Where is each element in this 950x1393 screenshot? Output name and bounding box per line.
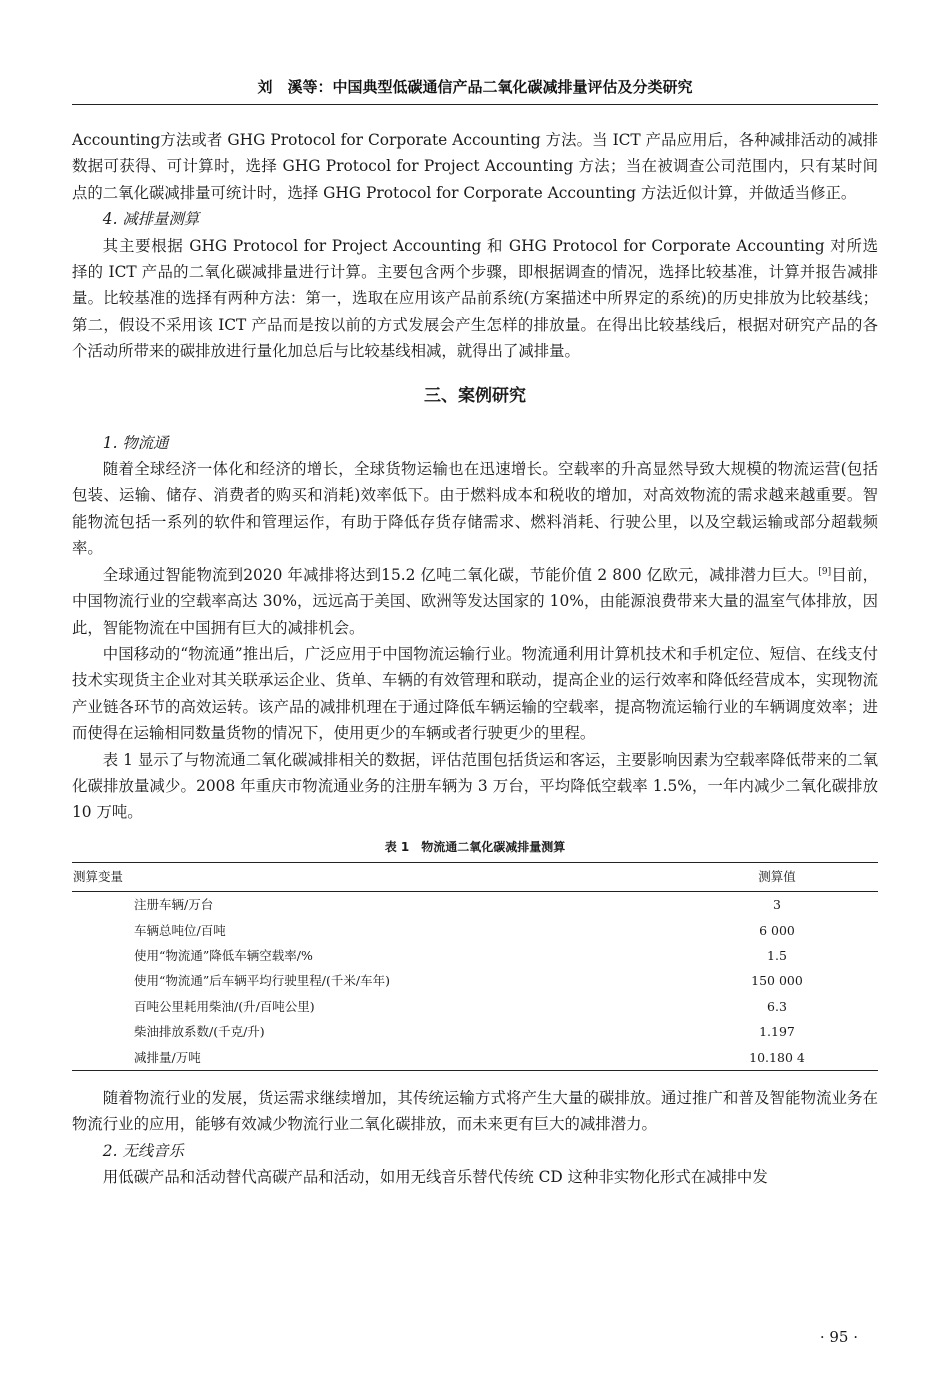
table-cell-value: 10.180 4: [676, 1045, 878, 1071]
table-cell-variable: 百吨公里耗用柴油/(升/百吨公里): [134, 998, 315, 1014]
table-header-row: [72, 862, 878, 891]
table-row: [72, 943, 878, 968]
paragraph: 随着物流行业的发展，货运需求继续增加，其传统运输方式将产生大量的碳排放。通过推广和普及智能物流业务在物流行业的应用，能够有效减少物流行业二氧化碳排放，而未来更有巨大的减排潜力。: [72, 1089, 878, 1134]
table-row: [72, 918, 878, 943]
citation-ref[interactable]: [9]: [818, 566, 832, 577]
table-row: [72, 994, 878, 1019]
paragraph: 表 1 显示了与物流通二氧化碳减排相关的数据，评估范围包括货运和客运，主要影响因素为空载率降低带来的二氧化碳排放量减少。2008 年重庆市物流通业务的注册车辆为 3 万台，平均降低空载率 1.5%，一年内减少二氧化碳排放 10 万吨。: [72, 750, 878, 822]
table-cell-variable: 使用“物流通”降低车辆空载率/%: [134, 947, 313, 963]
data-table: [72, 862, 878, 1071]
table-cell-value: 1.5: [767, 947, 787, 963]
table-cell-value: 150 000: [751, 973, 803, 989]
table-cell-variable: 使用“物流通”后车辆平均行驶里程/(千米/车年): [134, 973, 390, 989]
running-header: 刘 溪等：中国典型低碳通信产品二氧化碳减排量评估及分类研究: [257, 78, 693, 96]
case-heading-logistics: 1. 物流通: [102, 433, 169, 452]
paragraph: 中国移动的“物流通”推出后，广泛应用于中国物流运输行业。物流通利用计算机技术和手机定位、短信、在线支付技术实现货主企业对其关联承运企业、货单、车辆的有效管理和联动，提高企业的运行效率和降低经营成本，实现物流产业链各环节的高效运转。该产品的减排机理在于通过降低车辆运输的空载率，提高物流运输行业的车辆调度效率；进而使得在运输相同数量货物的情况下，使用更少的车辆或者行驶更少的里程。: [72, 644, 878, 743]
paragraph: 其主要根据 GHG Protocol for Project Accounting 和 GHG Protocol for Corporate Accounting 对所选择的 ICT 产品的二氧化碳减排量进行计算。主要包含两个步骤，即根据调查的情况，选择比较基准，计算并报告减排量。比较基准的选择有两种方法：第一，选取在应用该产品前系统(方案描述中所界定的系统)的历史排放为比较基线；第二，假设不采用该 ICT 产品而是按以前的方式发展会产生怎样的排放量。在得出比较基线后，根据对研究产品的各个活动所带来的碳排放进行量化加总后与比较基线相减，就得出了减排量。: [72, 236, 878, 361]
header-rule: [72, 104, 878, 105]
table-header-value: 测算值: [676, 862, 878, 891]
table-row: [72, 1045, 878, 1071]
table-header-variable: 测算变量: [72, 862, 676, 891]
table-cell-variable: 车辆总吨位/百吨: [134, 922, 226, 938]
table-cell-value: 3: [773, 897, 781, 913]
subsection-heading-4: 4. 减排量测算: [102, 210, 200, 229]
paragraph-continuation: Accounting方法或者 GHG Protocol for Corporate Accounting 方法。当 ICT 产品应用后，各种减排活动的减排数据可获得、可计算时，选择 GHG Protocol for Project Accounting 方法；当在被调查公司范围内，只有某时间点的二氧化碳减排量可统计时，选择 GHG Protocol for Corporate Accounting 方法近似计算，并做适当修正。: [72, 131, 878, 202]
table-caption: 表 1 物流通二氧化碳减排量测算: [384, 839, 566, 854]
table-cell-variable: 注册车辆/万台: [134, 897, 214, 913]
body-text: [72, 127, 878, 1191]
paragraph: 随着全球经济一体化和经济的增长，全球货物运输也在迅速增长。空载率的升高显然导致大规模的物流运营(包括包装、运输、储存、消费者的购买和消耗)效率低下。由于燃料成本和税收的增加，对高效物流的需求越来越重要。智能物流包括一系列的软件和管理运作，有助于降低存货存储需求、燃料消耗、行驶公里，以及空载运输或部分超载频率。: [72, 460, 878, 558]
table-cell-value: 6.3: [767, 998, 787, 1014]
paragraph-text: 目前，中国物流行业的空载率高达 30%，远远高于美国、欧洲等发达国家的 10%，由能源浪费带来大量的温室气体排放，因此，智能物流在中国拥有巨大的减排机会。: [72, 565, 878, 637]
paragraph-text: 全球通过智能物流到2020 年减排将达到15.2 亿吨二氧化碳，节能价值 2 800 亿欧元，减排潜力巨大。: [102, 565, 819, 584]
table-cell-value: 6 000: [759, 922, 795, 938]
table-row: [72, 1019, 878, 1044]
table-row: [72, 892, 878, 918]
case-heading-wireless-music: 2. 无线音乐: [102, 1141, 184, 1160]
table-cell-variable: 减排量/万吨: [72, 1045, 676, 1071]
table-cell-variable: 柴油排放系数/(千克/升): [134, 1024, 265, 1040]
paragraph: 用低碳产品和活动替代高碳产品和活动，如用无线音乐替代传统 CD 这种非实物化形式在减排中发: [102, 1168, 768, 1187]
table-cell-value: 1.197: [759, 1024, 795, 1040]
paragraph: [72, 562, 878, 641]
table-row: [72, 968, 878, 993]
section-title: 三、案例研究: [424, 385, 526, 406]
page-number: · 95 ·: [819, 1328, 858, 1346]
